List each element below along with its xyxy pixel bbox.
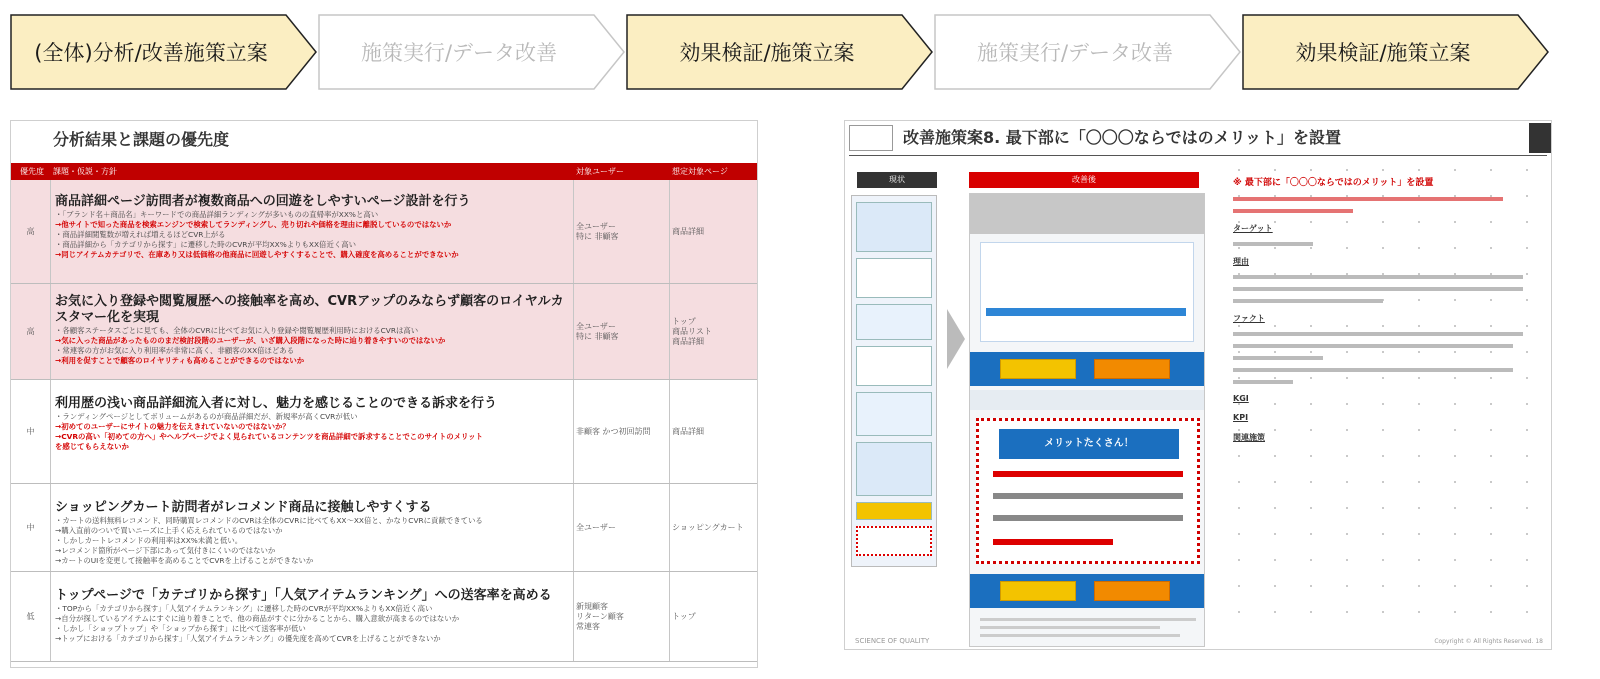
slide-footer-copyright: Copyright © All Rights Reserved. 18 (1434, 638, 1543, 645)
step-5-label: 効果検証/施策立案 (1295, 41, 1471, 65)
slide-footer-logo: SCIENCE OF QUALITY (855, 637, 930, 645)
process-steps (10, 14, 1592, 90)
issue-detail-line: →利用を促すことで顧客のロイヤリティも高めることができるのではないか (55, 356, 305, 365)
target-page-cell: ショッピングカート (672, 522, 744, 532)
priority-cell: 中 (11, 484, 51, 571)
issue-cell (51, 572, 574, 661)
title-accent-bar (1529, 123, 1551, 153)
arrow-right-icon (947, 309, 965, 369)
header-target: 対象ユーザー (576, 167, 624, 176)
priority-table (11, 163, 758, 662)
issue-heading: お気に入り登録や閲覧履歴への接触率を高め、CVRアップのみならず顧客のロイヤルカスタマー化を実現 (55, 294, 564, 325)
label-after: 改善後 (969, 172, 1199, 188)
step-4-label: 施策実行/データ改善 (976, 41, 1174, 65)
issue-detail-line: →レコメンド箇所がページ下部にあって気付きにくいのではないか (55, 546, 276, 555)
improvement-slide (844, 120, 1552, 650)
issue-detail-line: ・しかし「ショップトップ」や「ショップから探す」に比べて送客率が低い (55, 624, 306, 633)
table-row (11, 284, 758, 380)
improved-page-mockup (969, 193, 1205, 647)
issue-detail-line: →同じアイテムカテゴリで、在庫あり又は低価格の他商品に回遊しやすくすることで、購入確度を高めることができないか (55, 250, 459, 259)
title-divider (849, 155, 1547, 156)
section-kpi: KPI (1233, 413, 1249, 422)
header-page: 想定対象ページ (672, 167, 728, 176)
merit-banner: メリットたくさん！ (999, 429, 1179, 459)
issue-detail-line: →カートのUIを変更して接触率を高めることでCVRを上げることができないか (55, 556, 314, 565)
step-2 (318, 14, 628, 90)
table-row (11, 380, 758, 484)
section-kgi: KGI (1233, 394, 1249, 403)
issue-detail-line: ・「ブランド名＋商品名」キーワードでの商品詳細ランディングが多いものの直帰率がXX%と高い (55, 210, 379, 219)
improvement-notes (1233, 177, 1543, 443)
analysis-slide (10, 120, 758, 668)
table-body (11, 180, 758, 662)
issue-detail-line: を感じてもらえないか (55, 442, 129, 451)
step-3 (626, 14, 936, 90)
issue-detail-line: ・ランディングページとしてボリュームがあるのが商品詳細だが、新規率が高くCVRが低い (55, 412, 358, 421)
issue-detail-line: ・カートの送料無料レコメンド、同時購買レコメンドのCVRは全体のCVRに比べてもXX～XX倍と、かなりCVRに貢献できている (55, 516, 483, 525)
current-page-thumbnail (851, 195, 937, 567)
target-user-cell: 全ユーザー (574, 484, 670, 571)
target-user-cell: 非顧客 かつ初回訪問 (574, 380, 670, 483)
priority-cell: 低 (11, 572, 51, 661)
table-row (11, 180, 758, 284)
target-page-cell: トップ (672, 611, 696, 621)
label-before: 現状 (857, 172, 937, 188)
step-3-label: 効果検証/施策立案 (679, 41, 855, 65)
issue-detail-line: ・TOPから「カテゴリから探す」「人気アイテムランキング」に遷移した時のCVRが平均XX%よりもXX倍近く高い (55, 604, 433, 613)
target-user-cell: 全ユーザー 特に 非顧客 (574, 180, 670, 283)
issue-detail-line: ・各顧客ステータスごとに見ても、全体のCVRに比べてお気に入り登録や閲覧履歴利用時におけるCVRは高い (55, 326, 419, 335)
table-header (11, 163, 758, 180)
merit-section (976, 418, 1200, 564)
header-issue: 課題・仮説・方針 (53, 167, 117, 176)
section-reason: 理由 (1233, 257, 1249, 266)
header-priority: 優先度 (20, 167, 44, 176)
issue-detail-line: →気に入った商品があったもののまだ検討段階のユーザーが、いざ購入段階になった時に辿り着きやすいのではないか (55, 336, 446, 345)
target-page-cell: トップ 商品リスト 商品詳細 (672, 316, 712, 346)
priority-cell: 高 (11, 284, 51, 379)
issue-cell (51, 380, 574, 483)
issue-detail-line: ・しかしカートレコメンドの利用率はXX%未満と低い。 (55, 536, 243, 545)
issue-detail-line: →初めてのユーザーにサイトの魅力を伝えきれていないのではないか？ (55, 422, 290, 431)
analysis-slide-title: 分析結果と課題の優先度 (53, 130, 230, 149)
section-fact: ファクト (1233, 314, 1265, 323)
issue-detail-line: →購入直前のついで買いニーズに上手く応えられているのではないか (55, 526, 283, 535)
issue-cell (51, 484, 574, 571)
note-heading: ※ 最下部に「〇〇〇ならではのメリット」を設置 (1233, 178, 1434, 188)
target-page-cell: 商品詳細 (672, 226, 704, 236)
priority-cell: 高 (11, 180, 51, 283)
issue-detail-line: ・商品詳細から「カテゴリから探す」に遷移した時のCVRが平均XX%よりもXX倍近く高い (55, 240, 357, 249)
issue-detail-line: →自分が探しているアイテムにすぐに辿り着きことで、他の商品がすぐに分かることから、購入意欲が高まるのではないか (55, 614, 460, 623)
section-related: 関連施策 (1233, 433, 1265, 442)
issue-detail-line: →CVRの高い「初めての方へ」やヘルプページでよく見られているコンテンツを商品詳細で訴求することでこのサイトのメリット (55, 432, 483, 441)
target-user-cell: 新規顧客 リターン顧客 常連客 (574, 572, 670, 661)
step-2-label: 施策実行/データ改善 (360, 41, 558, 65)
step-1-label: (全体)分析/改善施策立案 (34, 41, 268, 65)
table-row (11, 572, 758, 662)
issue-heading: トップページで「カテゴリから探す」「人気アイテムランキング」への送客率を高める (55, 588, 552, 603)
section-target: ターゲット (1233, 224, 1273, 233)
step-5 (1242, 14, 1552, 90)
target-page-cell: 商品詳細 (672, 426, 704, 436)
issue-heading: 利用歴の浅い商品詳細流入者に対し、魅力を感じることのできる訴求を行う (55, 396, 498, 411)
step-1 (10, 14, 320, 90)
issue-detail-line: →トップにおける「カテゴリから探す」「人気アイテムランキング」の優先度を高めてCVRを上げることができないか (55, 634, 441, 643)
issue-detail-line: →他サイトで知った商品を検索エンジンで検索してランディングし、売り切れや価格を理由に離脱しているのではないか (55, 220, 452, 229)
table-row (11, 484, 758, 572)
issue-cell (51, 284, 574, 379)
step-4 (934, 14, 1244, 90)
issue-heading: 商品詳細ページ訪問者が複数商品への回遊をしやすいページ設計を行う (55, 194, 471, 209)
target-user-cell: 全ユーザー 特に 非顧客 (574, 284, 670, 379)
issue-heading: ショッピングカート訪問者がレコメンド商品に接触しやすくする (55, 500, 432, 515)
issue-detail-line: ・常連客の方がお気に入り利用率が非常に高く、非顧客のXX倍ほどある (55, 346, 295, 355)
improvement-slide-title: 改善施策案8. 最下部に「〇〇〇ならではのメリット」を設置 (903, 128, 1341, 147)
issue-cell (51, 180, 574, 283)
slide-number-box (849, 125, 893, 151)
priority-cell: 中 (11, 380, 51, 483)
issue-detail-line: ・商品詳細閲覧数が増えれば増えるほどCVR上がる (55, 230, 226, 239)
